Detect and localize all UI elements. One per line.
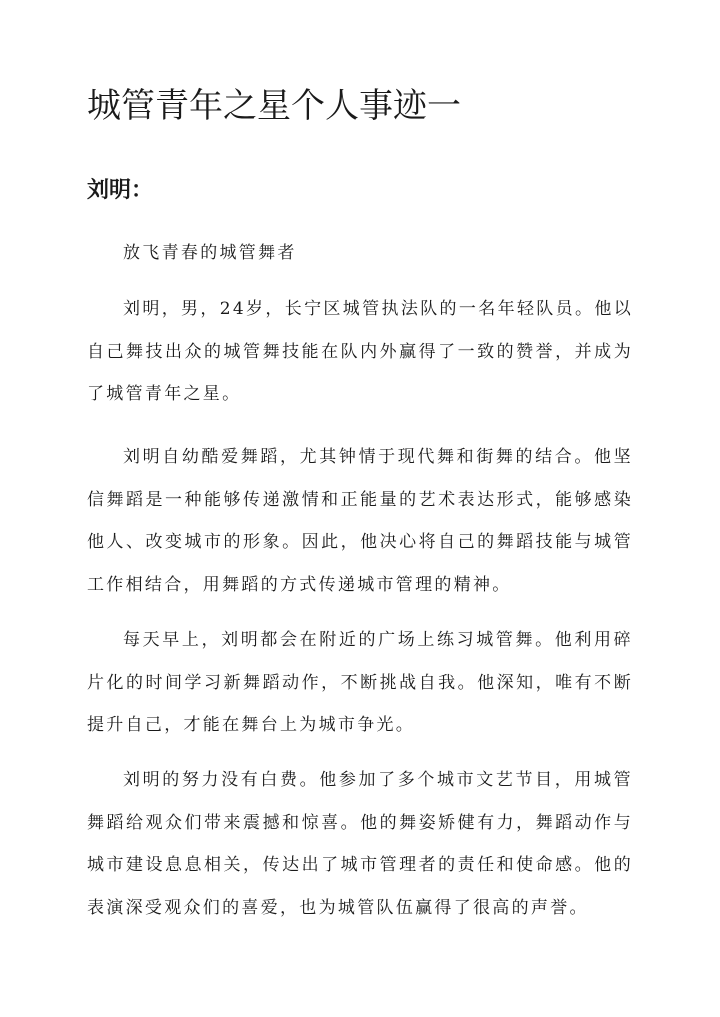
section-subtitle: 放飞青春的城管舞者 [123,243,297,263]
person-name-heading: 刘明： [87,177,154,203]
paragraph-2: 刘明自幼酷爱舞蹈，尤其钟情于现代舞和街舞的结合。他坚信舞蹈是一种能够传递激情和正能量的艺术表达形式，能够感染他人、改变城市的形象。因此，他决心将自己的舞蹈技能与城管工作相结合，用舞蹈的方式传递城市管理的精神。 [87,447,633,595]
paragraph-4: 刘明的努力没有白费。他参加了多个城市文艺节目，用城管舞蹈给观众们带来震撼和惊喜。他的舞姿矫健有力，舞蹈动作与城市建设息息相关，传达出了城市管理者的责任和使命感。他的表演深受观众们的喜爱，也为城管队伍赢得了很高的声誉。 [87,770,633,918]
paragraph-1: 刘明，男，24岁，长宁区城管执法队的一名年轻队员。他以自己舞技出众的城管舞技能在队内外赢得了一致的赞誉，并成为了城管青年之星。 [87,299,633,405]
document-title: 城管青年之星个人事迹一 [87,86,461,126]
paragraph-3: 每天早上，刘明都会在附近的广场上练习城管舞。他利用碎片化的时间学习新舞蹈动作，不断挑战自我。他深知，唯有不断提升自己，才能在舞台上为城市争光。 [87,630,633,736]
